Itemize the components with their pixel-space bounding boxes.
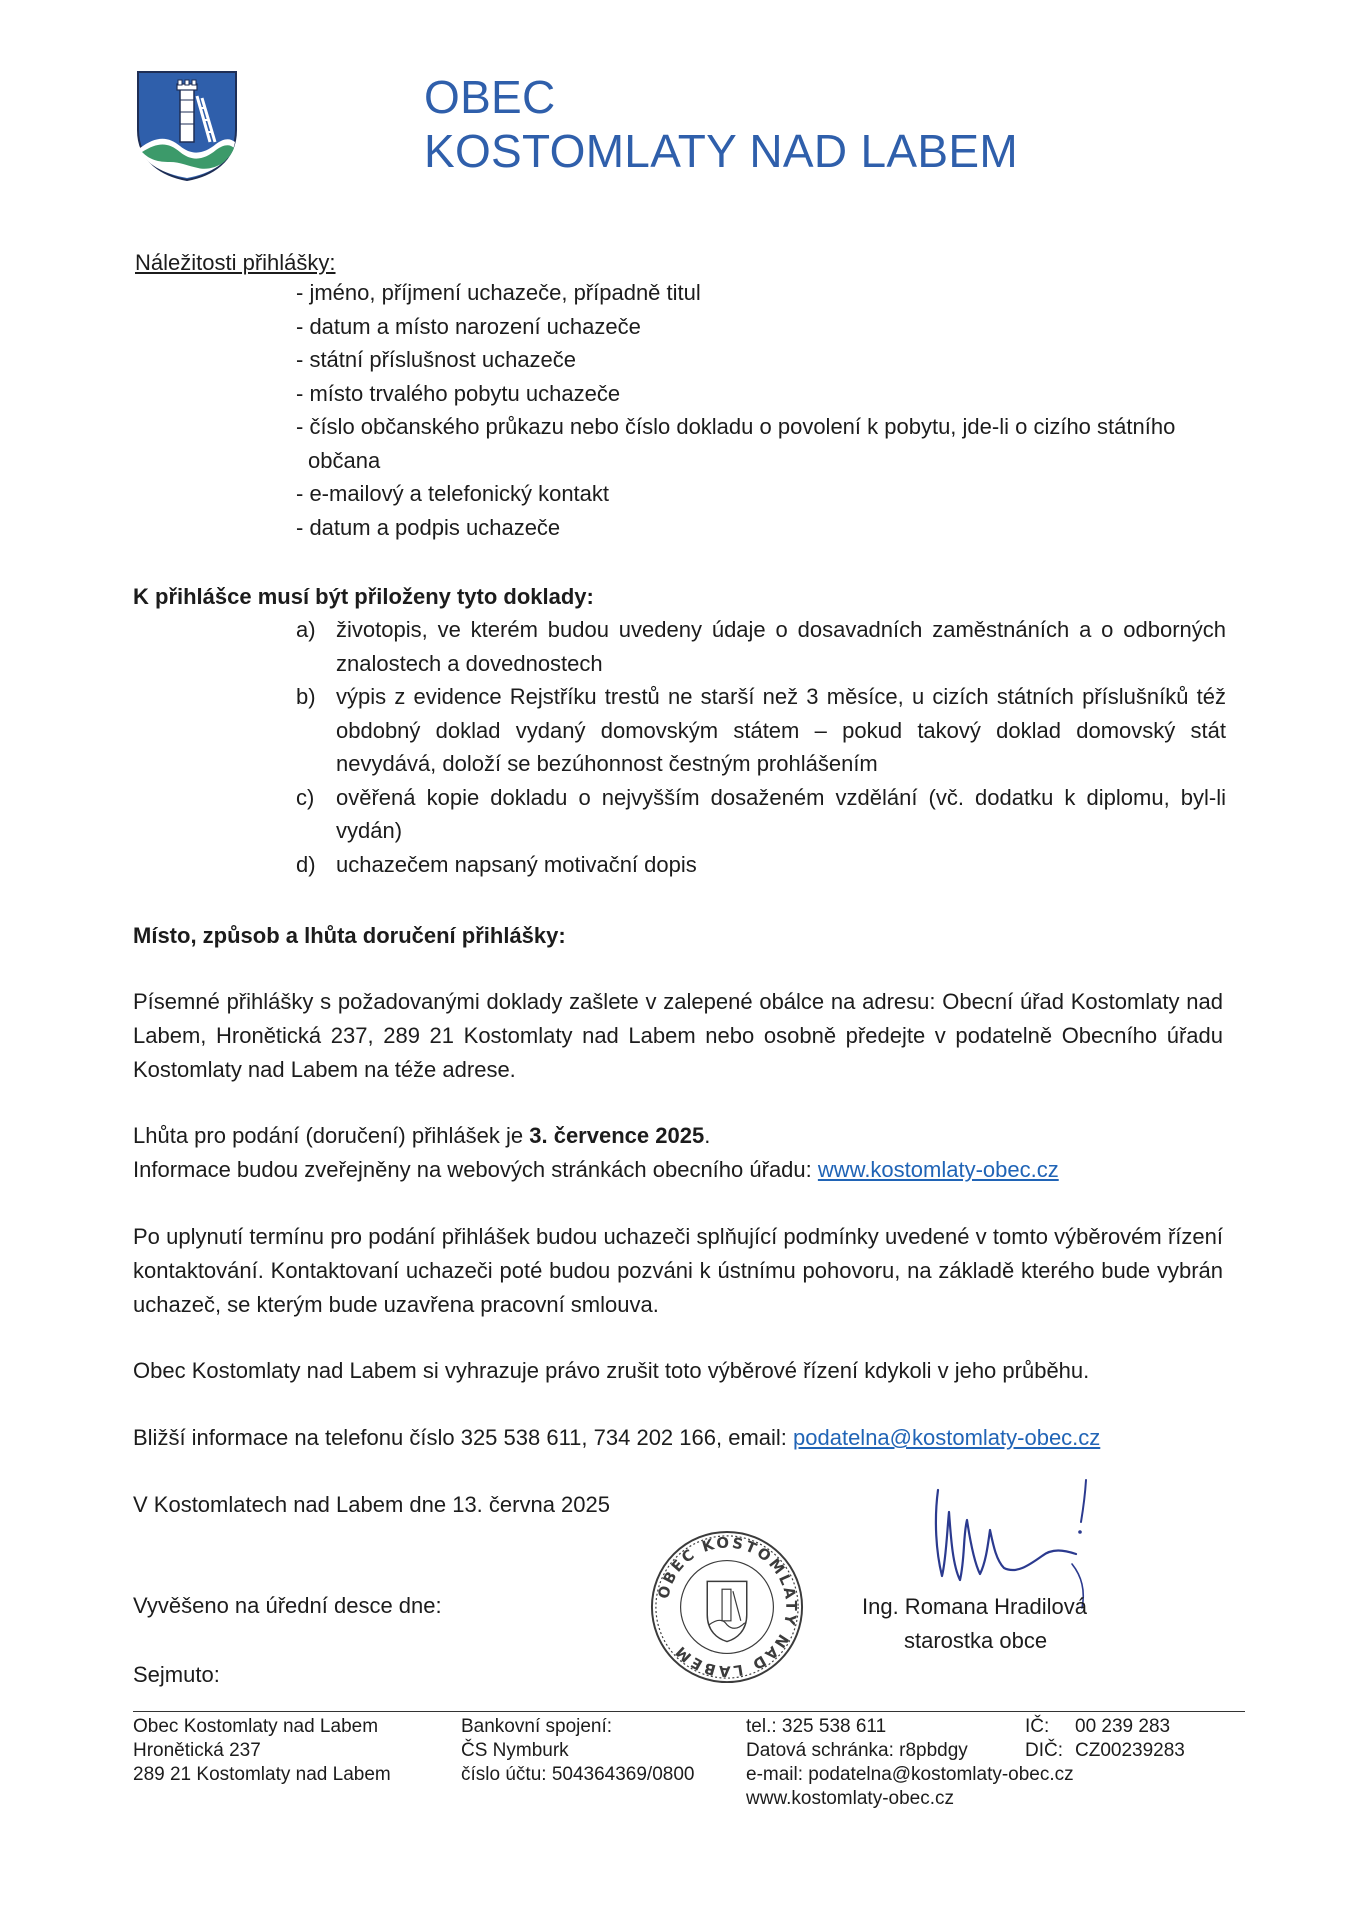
list-item: - místo trvalého pobytu uchazeče	[296, 380, 621, 406]
deadline-prefix: Lhůta pro podání (doručení) přihlášek je	[133, 1123, 530, 1148]
item-label: c)	[296, 784, 315, 810]
footer-line: číslo účtu: 504364369/0800	[461, 1764, 695, 1785]
footer-ids	[1025, 1715, 1185, 1763]
requirements-heading: Náležitosti přihlášky:	[135, 250, 336, 275]
contact-prefix: Bližší informace na telefonu číslo 325 538 611, 734 202 166, email:	[133, 1425, 794, 1450]
municipality-title	[424, 70, 1018, 178]
signer-role: starostka obce	[904, 1628, 1048, 1653]
document-item	[296, 680, 1226, 781]
footer-databox: Datová schránka: r8pbdgy	[746, 1740, 968, 1761]
website-link[interactable]: www.kostomlaty-obec.cz	[817, 1157, 1059, 1182]
item-text: výpis z evidence Rejstříku trestů ne starší než 3 měsíce, u cizích státních příslušníků též obdobný doklad vydaný domovským státem – pokud takový doklad domovský stát nevydává, doloží se bezúhonnost čestným prohlášením	[336, 684, 1226, 776]
document-item	[296, 781, 1226, 848]
document-item	[296, 848, 1226, 882]
info-prefix: Informace budou zveřejněny na webových stránkách obecního úřadu:	[133, 1157, 818, 1182]
cancel-right-text: Obec Kostomlaty nad Labem si vyhrazuje právo zrušit toto výběrové řízení kdykoli v jeho průběhu.	[133, 1358, 1090, 1383]
item-text: ověřená kopie dokladu o nejvyšším dosaženém vzdělání (vč. dodatku k diplomu, byl-li vydán)	[336, 784, 1226, 843]
email-link[interactable]: podatelna@kostomlaty-obec.cz	[793, 1425, 1101, 1450]
ic-label: IČ:	[1025, 1716, 1050, 1737]
posted-label: Vyvěšeno na úřední desce dne:	[133, 1593, 442, 1618]
footer-bank	[461, 1715, 694, 1787]
footer-ic	[1025, 1715, 1185, 1739]
document-item	[296, 613, 1226, 680]
item-label: d)	[296, 851, 316, 877]
documents-list	[296, 613, 1226, 881]
delivery-heading: Místo, způsob a lhůta doručení přihlášky:	[133, 923, 566, 948]
stamp-text: OBEC KOSTOMLATY NAD LABEM	[655, 1534, 800, 1680]
list-item: - datum a podpis uchazeče	[296, 514, 561, 540]
footer-email: e-mail: podatelna@kostomlaty-obec.cz	[746, 1764, 1074, 1785]
footer-line: Obec Kostomlaty nad Labem	[133, 1716, 379, 1737]
list-item: - státní příslušnost uchazeče	[296, 347, 577, 372]
after-deadline-paragraph: Po uplynutí termínu pro podání přihlášek budou uchazeči splňující podmínky uvedené v tomto výběrovém řízení kontaktování. Kontaktovaní uchazeči poté budou pozváni k ústnímu pohovoru, na základě kterého bude vybrán uchazeč, se kterým bude uzavřena pracovní smlouva.	[133, 1224, 1223, 1317]
svg-text:OBEC KOSTOMLATY NAD LABEM	[655, 1534, 799, 1679]
delivery-paragraph: Písemné přihlášky s požadovanými doklady zašlete v zalepené obálce na adresu: Obecní úřad Kostomlaty nad Labem, Hronětická 237, 289 21 Kostomlaty nad Labem nebo osobně předejte v podatelně Obecního úřadu Kostomlaty nad Labem na téže adrese.	[133, 989, 1223, 1082]
requirements-list	[296, 276, 1256, 544]
list-item: - datum a místo narození uchazeče	[296, 313, 641, 339]
footer-phone: tel.: 325 538 611	[746, 1716, 887, 1737]
municipal-coat-of-arms-icon	[136, 70, 238, 182]
list-item: - e-mailový a telefonický kontakt	[296, 481, 610, 506]
dic-value: CZ00239283	[1075, 1740, 1185, 1761]
deadline-suffix: .	[704, 1123, 711, 1148]
footer-line: Bankovní spojení:	[461, 1716, 613, 1737]
title-line-2: KOSTOMLATY NAD LABEM	[424, 125, 1018, 177]
documents-heading: K přihlášce musí být přiloženy tyto doklady:	[133, 584, 594, 609]
signer-name: Ing. Romana Hradilová	[862, 1594, 1088, 1619]
footer-address	[133, 1715, 391, 1787]
place-date: V Kostomlatech nad Labem dne 13. června 2025	[133, 1492, 610, 1517]
item-label: a)	[296, 617, 316, 642]
item-text: životopis, ve kterém budou uvedeny údaje o dosavadních zaměstnáních a o odborných znalostech a dovednostech	[336, 617, 1226, 676]
footer-web: www.kostomlaty-obec.cz	[746, 1788, 955, 1809]
removed-label: Sejmuto:	[133, 1662, 220, 1687]
deadline-line	[133, 1119, 710, 1152]
official-stamp-icon	[648, 1528, 806, 1686]
footer-line: Hronětická 237	[133, 1740, 261, 1761]
footer-line: 289 21 Kostomlaty nad Labem	[133, 1764, 391, 1785]
item-label: b)	[296, 684, 316, 709]
title-line-1: OBEC	[424, 71, 556, 123]
footer-line: ČS Nymburk	[461, 1740, 569, 1761]
item-text: uchazečem napsaný motivační dopis	[336, 851, 697, 877]
list-item-continuation: občana	[308, 447, 381, 473]
footer-dic	[1025, 1739, 1185, 1763]
footer-divider	[133, 1711, 1245, 1712]
info-line	[133, 1153, 1059, 1186]
list-item: - jméno, příjmení uchazeče, případně titul	[296, 280, 701, 305]
deadline-date: 3. července 2025	[529, 1123, 705, 1148]
signer-block	[862, 1590, 1087, 1658]
contact-line	[133, 1421, 1100, 1454]
list-item: - číslo občanského průkazu nebo číslo dokladu o povolení k pobytu, jde-li o cizího státního	[296, 414, 1176, 439]
dic-label: DIČ:	[1025, 1740, 1063, 1761]
ic-value: 00 239 283	[1075, 1716, 1171, 1737]
